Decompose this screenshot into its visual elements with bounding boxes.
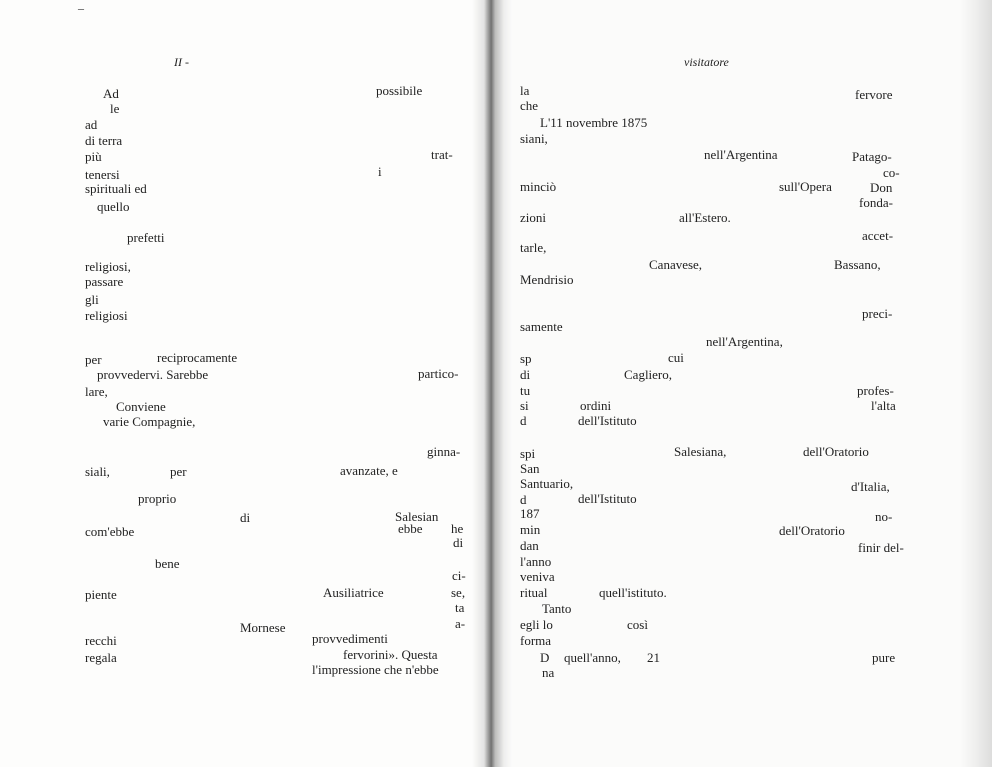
text-fragment: le — [110, 101, 120, 116]
text-fragment: quello — [97, 199, 130, 214]
text-fragment: ordini — [580, 398, 612, 413]
text-fragment: sp — [520, 351, 532, 366]
text-fragment: siali, — [85, 464, 110, 479]
text-fragment: recchi — [85, 633, 117, 648]
text-fragment: quell'anno, — [564, 650, 621, 665]
text-fragment: Patago- — [852, 149, 892, 164]
text-fragment: profes- — [857, 383, 894, 398]
book-gutter-shadow — [472, 0, 512, 767]
text-fragment: com'ebbe — [85, 524, 135, 539]
text-fragment: dell'Oratorio — [779, 523, 845, 538]
text-fragment: di — [520, 367, 531, 382]
text-fragment: Ad — [103, 86, 119, 101]
text-fragment: nell'Argentina — [704, 147, 778, 162]
text-fragment: l'impressione che n'ebbe — [312, 662, 439, 677]
text-fragment: siani, — [520, 131, 548, 146]
text-fragment: na — [542, 665, 555, 680]
text-fragment: proprio — [138, 491, 177, 506]
running-header-right: visitatore — [684, 55, 729, 69]
left-page — [0, 0, 486, 767]
text-fragment: possibile — [376, 83, 423, 98]
text-fragment: ritual — [520, 585, 548, 600]
text-fragment: 21 — [647, 650, 660, 665]
text-fragment: ginna- — [427, 444, 461, 459]
text-fragment: trat- — [431, 147, 453, 162]
text-fragment: Cagliero, — [624, 367, 673, 382]
text-fragment: Salesiana, — [674, 444, 727, 459]
text-fragment: Bassano, — [834, 257, 881, 272]
text-fragment: d — [520, 492, 527, 507]
text-fragment: L'11 novembre 1875 — [540, 115, 648, 130]
text-fragment: prefetti — [127, 230, 165, 245]
text-fragment: Mornese — [240, 620, 286, 635]
text-fragment: dan — [520, 538, 539, 553]
text-fragment: cui — [668, 350, 684, 365]
text-fragment: partico- — [418, 366, 459, 381]
text-fragment: tarle, — [520, 240, 547, 255]
text-fragment: Ausiliatrice — [323, 585, 384, 600]
text-fragment: fonda- — [859, 195, 893, 210]
text-fragment: ebbe — [398, 521, 423, 536]
text-fragment: accet- — [862, 228, 894, 243]
text-fragment: avanzate, e — [340, 463, 398, 478]
text-fragment: he — [451, 521, 464, 536]
text-fragment: l'anno — [520, 554, 552, 569]
text-fragment: Canavese, — [649, 257, 703, 272]
page-edge-shadow — [960, 0, 992, 767]
text-fragment: egli lo — [520, 617, 553, 632]
text-fragment: provvedervi. Sarebbe — [97, 367, 209, 382]
right-page — [486, 0, 992, 767]
text-fragment: veniva — [520, 569, 555, 584]
text-fragment: religiosi, — [85, 259, 131, 274]
text-fragment: di — [240, 510, 251, 525]
text-fragment: per — [85, 352, 102, 367]
text-fragment: Salesian — [395, 509, 439, 524]
text-fragment: così — [627, 617, 648, 632]
text-fragment: Tanto — [542, 601, 572, 616]
text-fragment: tenersi — [85, 167, 120, 182]
text-fragment: piente — [85, 587, 117, 602]
text-fragment: quell'istituto. — [599, 585, 667, 600]
text-fragment: 187 — [520, 506, 540, 521]
text-fragment: varie Compagnie, — [103, 414, 196, 429]
text-fragment: co- — [883, 165, 900, 180]
text-fragment: Santuario, — [520, 476, 574, 491]
text-fragment: si — [520, 398, 529, 413]
text-fragment: reciprocamente — [157, 350, 238, 365]
text-fragment: no- — [875, 509, 893, 524]
text-fragment: ad — [85, 117, 98, 132]
text-fragment: minciò — [520, 179, 557, 194]
text-fragment: spirituali ed — [85, 181, 147, 196]
text-fragment: a- — [455, 616, 466, 631]
text-fragment: d — [520, 413, 527, 428]
text-fragment: finir del- — [858, 540, 904, 555]
text-fragment: dell'Istituto — [578, 491, 637, 506]
text-fragment: gli — [85, 292, 99, 307]
text-fragment: dell'Istituto — [578, 413, 637, 428]
running-header-left: II - — [174, 55, 189, 69]
text-fragment: più — [85, 149, 102, 164]
text-fragment: regala — [85, 650, 117, 665]
text-fragment: pure — [872, 650, 896, 665]
text-fragment: se, — [451, 585, 466, 600]
text-fragment: di — [453, 535, 464, 550]
text-fragment: Mendrisio — [520, 272, 574, 287]
text-fragment: dell'Oratorio — [803, 444, 869, 459]
text-fragment: samente — [520, 319, 563, 334]
text-fragment: San — [520, 461, 540, 476]
text-fragment: passare — [85, 274, 124, 289]
text-fragment: ci- — [452, 568, 466, 583]
text-fragment: che — [520, 98, 539, 113]
text-fragment: fervore — [855, 87, 893, 102]
page-mark: – — [78, 1, 84, 15]
text-fragment: bene — [155, 556, 180, 571]
text-fragment: per — [170, 464, 187, 479]
text-fragment: i — [378, 164, 382, 179]
text-fragment: forma — [520, 633, 552, 648]
text-fragment: Conviene — [116, 399, 166, 414]
text-fragment: zioni — [520, 210, 546, 225]
text-fragment: spi — [520, 446, 536, 461]
text-fragment: min — [520, 522, 541, 537]
text-fragment: ta — [455, 600, 465, 615]
text-fragment: provvedimenti — [312, 631, 388, 646]
text-fragment: fervorini». Questa — [343, 647, 438, 662]
text-fragment: lare, — [85, 384, 108, 399]
text-fragment: D — [540, 650, 550, 665]
text-fragment: all'Estero. — [679, 210, 731, 225]
text-fragment: tu — [520, 383, 531, 398]
text-fragment: d'Italia, — [851, 479, 890, 494]
text-fragment: sull'Opera — [779, 179, 832, 194]
text-fragment: Don — [870, 180, 893, 195]
text-fragment: la — [520, 83, 530, 98]
text-fragment: religiosi — [85, 308, 128, 323]
text-fragment: di terra — [85, 133, 123, 148]
text-fragment: preci- — [862, 306, 893, 321]
text-fragment: nell'Argentina, — [706, 334, 783, 349]
text-fragment: l'alta — [871, 398, 896, 413]
